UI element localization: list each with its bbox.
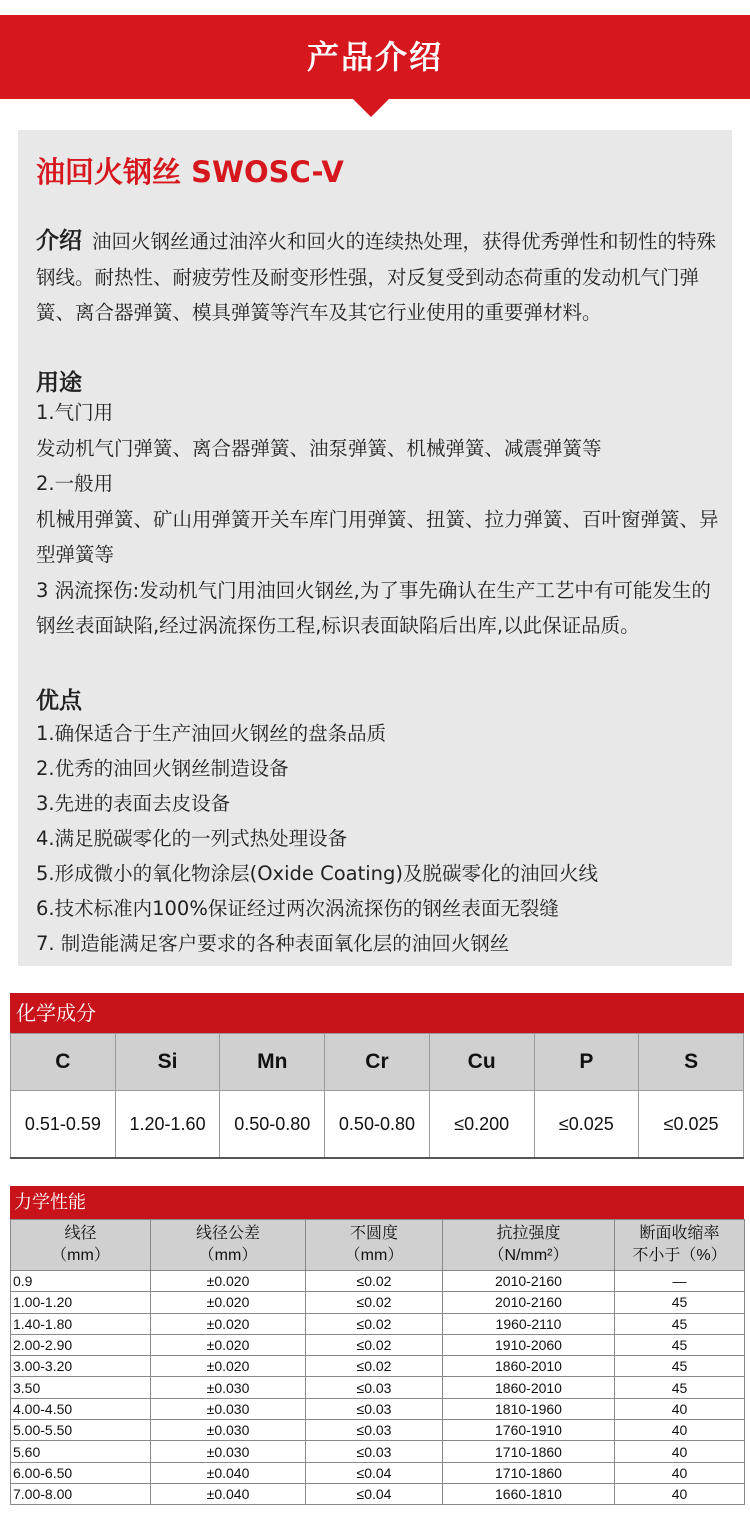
table-cell: ±0.020 xyxy=(151,1334,306,1355)
table-cell: ≤0.200 xyxy=(429,1091,534,1159)
table-cell: 40 xyxy=(615,1462,745,1483)
table-cell: 45 xyxy=(615,1292,745,1313)
advantages-list xyxy=(36,716,736,961)
table-cell: 40 xyxy=(615,1398,745,1419)
usage-heading: 用途 xyxy=(36,370,82,396)
table-header-cell: 线径 （mm） xyxy=(11,1220,151,1271)
advantage-item: 1.确保适合于生产油回火钢丝的盘条品质 xyxy=(36,722,387,745)
table-row xyxy=(11,1462,745,1483)
page-header-banner xyxy=(0,15,750,99)
table-header-cell: C xyxy=(11,1034,116,1091)
table-cell: 1660-1810 xyxy=(443,1483,615,1504)
table-row xyxy=(11,1483,745,1504)
table-cell: ≤0.03 xyxy=(306,1377,443,1398)
table-cell: 45 xyxy=(615,1356,745,1377)
table-header-row xyxy=(11,1220,745,1271)
advantage-item: 3.先进的表面去皮设备 xyxy=(36,792,231,815)
chemical-composition-table xyxy=(10,993,744,1159)
table-cell: ≤0.03 xyxy=(306,1398,443,1419)
table-cell: 5.60 xyxy=(11,1441,151,1462)
page-title: 产品介绍 xyxy=(306,38,443,76)
table-cell: 1860-2010 xyxy=(443,1356,615,1377)
table-cell: ≤0.02 xyxy=(306,1313,443,1334)
table-cell: 45 xyxy=(615,1334,745,1355)
table-cell: ±0.020 xyxy=(151,1356,306,1377)
table-cell: 1710-1860 xyxy=(443,1462,615,1483)
advantage-item: 5.形成微小的氧化物涂层(Oxide Coating)及脱碳零化的油回火线 xyxy=(36,862,598,885)
table-header-cell: Cu xyxy=(429,1034,534,1091)
table-row xyxy=(11,1313,745,1334)
table-row xyxy=(11,1334,745,1355)
table-cell: 45 xyxy=(615,1377,745,1398)
advantage-item: 7. 制造能满足客户要求的各种表面氧化层的油回火钢丝 xyxy=(36,932,510,955)
table-header-cell: 断面收缩率 不小于（%） xyxy=(615,1220,745,1271)
product-name: 油回火钢丝 SWOSC-V xyxy=(36,155,344,189)
table-cell: 4.00-4.50 xyxy=(11,1398,151,1419)
table-row xyxy=(11,1377,745,1398)
table-cell: 40 xyxy=(615,1420,745,1441)
table-row xyxy=(11,1420,745,1441)
table-cell: 1760-1910 xyxy=(443,1420,615,1441)
table-row xyxy=(11,1398,745,1419)
mechanical-table-body xyxy=(11,1271,745,1505)
table-cell: ≤0.02 xyxy=(306,1334,443,1355)
intro-text: 油回火钢丝通过油淬火和回火的连续热处理，获得优秀弹性和韧性的特殊钢线。耐热性、耐疲劳性及耐变形性强，对反复受到动态荷重的发动机气门弹簧、离合器弹簧、模具弹簧等汽车及其它行业使用的重要弹材料。 xyxy=(36,230,717,324)
mechanical-table xyxy=(10,1219,745,1505)
table-cell: ±0.020 xyxy=(151,1313,306,1334)
table-cell: 1910-2060 xyxy=(443,1334,615,1355)
usage-line: 3 涡流探伤:发动机气门用油回火钢丝,为了事先确认在生产工艺中有可能发生的钢丝表面缺陷,经过涡流探伤工程,标识表面缺陷后出库,以此保证品质。 xyxy=(36,578,711,637)
table-cell: ±0.040 xyxy=(151,1483,306,1504)
table-cell: 0.9 xyxy=(11,1271,151,1292)
usage-line: 1.气门用 xyxy=(36,401,114,424)
table-header-cell: 不圆度 （mm） xyxy=(306,1220,443,1271)
advantages-heading: 优点 xyxy=(36,688,82,714)
table-row xyxy=(11,1441,745,1462)
table-cell: 40 xyxy=(615,1441,745,1462)
table-cell: 1860-2010 xyxy=(443,1377,615,1398)
table-cell: 40 xyxy=(615,1483,745,1504)
product-intro-panel xyxy=(18,130,732,966)
table-cell: 0.50-0.80 xyxy=(325,1091,430,1159)
table-row xyxy=(11,1356,745,1377)
usage-line: 发动机气门弹簧、离合器弹簧、油泵弹簧、机械弹簧、减震弹簧等 xyxy=(36,436,602,460)
table-cell: ≤0.02 xyxy=(306,1292,443,1313)
table-cell: 1.00-1.20 xyxy=(11,1292,151,1313)
table-header-cell: S xyxy=(639,1034,744,1091)
table-header-cell: 抗拉强度 （N/mm²） xyxy=(443,1220,615,1271)
usage-line: 2.一般用 xyxy=(36,472,114,495)
table-cell: ≤0.03 xyxy=(306,1441,443,1462)
intro-paragraph xyxy=(36,224,724,331)
table-cell: 2.00-2.90 xyxy=(11,1334,151,1355)
table-cell: 3.50 xyxy=(11,1377,151,1398)
table-cell: — xyxy=(615,1271,745,1292)
table-cell: 45 xyxy=(615,1313,745,1334)
advantage-item: 2.优秀的油回火钢丝制造设备 xyxy=(36,757,289,780)
table-cell: 5.00-5.50 xyxy=(11,1420,151,1441)
table-cell: ±0.020 xyxy=(151,1292,306,1313)
table-cell: ≤0.025 xyxy=(534,1091,639,1159)
table-cell: ≤0.04 xyxy=(306,1462,443,1483)
table-row xyxy=(11,1292,745,1313)
table-cell: 2010-2160 xyxy=(443,1271,615,1292)
table-cell: ≤0.04 xyxy=(306,1483,443,1504)
mechanical-properties-table xyxy=(10,1186,744,1505)
advantage-item: 6.技术标准内100%保证经过两次涡流探伤的钢丝表面无裂缝 xyxy=(36,897,559,920)
table-cell: 3.00-3.20 xyxy=(11,1356,151,1377)
intro-heading: 介绍 xyxy=(36,228,82,254)
table-cell: ≤0.02 xyxy=(306,1271,443,1292)
table-cell: ±0.030 xyxy=(151,1420,306,1441)
table-header-cell: Cr xyxy=(325,1034,430,1091)
table-cell: 6.00-6.50 xyxy=(11,1462,151,1483)
table-cell: ±0.040 xyxy=(151,1462,306,1483)
table-header-cell: P xyxy=(534,1034,639,1091)
mechanical-table-title: 力学性能 xyxy=(10,1186,744,1219)
table-cell: 1710-1860 xyxy=(443,1441,615,1462)
chemical-table xyxy=(10,1033,744,1159)
chemical-table-title: 化学成分 xyxy=(10,993,744,1033)
table-cell: 1810-1960 xyxy=(443,1398,615,1419)
table-cell: 7.00-8.00 xyxy=(11,1483,151,1504)
table-row xyxy=(11,1271,745,1292)
table-cell: ≤0.02 xyxy=(306,1356,443,1377)
table-cell: 1.40-1.80 xyxy=(11,1313,151,1334)
usage-line: 机械用弹簧、矿山用弹簧开关车库门用弹簧、扭簧、拉力弹簧、百叶窗弹簧、异型弹簧等 xyxy=(36,507,719,566)
advantage-item: 4.满足脱碳零化的一列式热处理设备 xyxy=(36,827,348,850)
table-cell: 0.50-0.80 xyxy=(220,1091,325,1159)
header-notch xyxy=(353,99,389,117)
table-cell: 0.51-0.59 xyxy=(11,1091,116,1159)
table-cell: 1.20-1.60 xyxy=(115,1091,220,1159)
table-cell: 2010-2160 xyxy=(443,1292,615,1313)
table-header-cell: 线径公差 （mm） xyxy=(151,1220,306,1271)
table-cell: ≤0.03 xyxy=(306,1420,443,1441)
table-cell: 1960-2110 xyxy=(443,1313,615,1334)
table-cell: ±0.030 xyxy=(151,1398,306,1419)
table-header-cell: Si xyxy=(115,1034,220,1091)
table-header-row xyxy=(11,1034,744,1091)
usage-list xyxy=(36,395,726,644)
table-cell: ±0.020 xyxy=(151,1271,306,1292)
table-row xyxy=(11,1091,744,1159)
table-cell: ±0.030 xyxy=(151,1441,306,1462)
table-cell: ≤0.025 xyxy=(639,1091,744,1159)
table-cell: ±0.030 xyxy=(151,1377,306,1398)
table-header-cell: Mn xyxy=(220,1034,325,1091)
